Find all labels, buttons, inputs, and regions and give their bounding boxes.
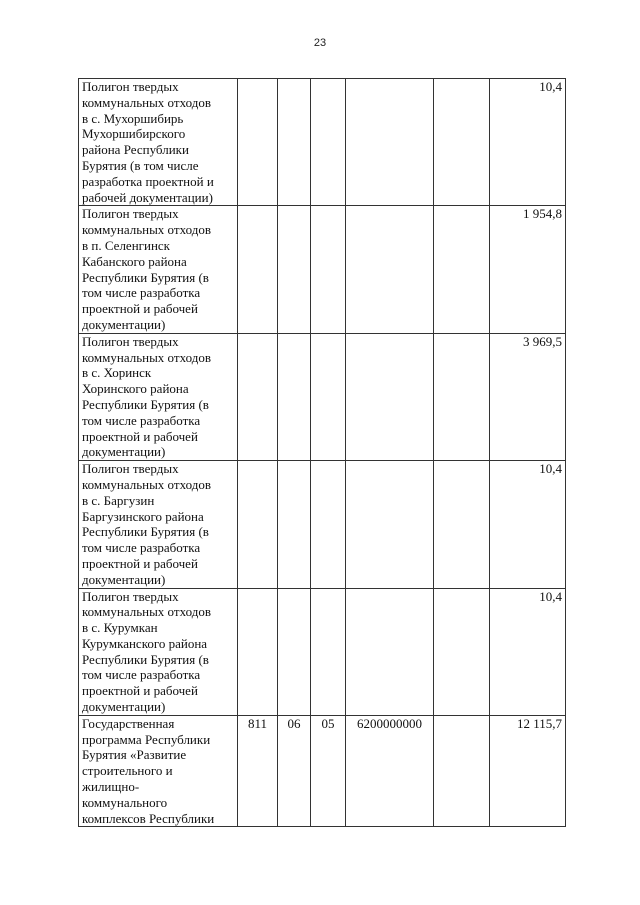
- item-name-line: рабочей документации): [82, 189, 213, 205]
- ministry-code-cell: 811: [238, 715, 278, 827]
- expense-type-cell: [434, 333, 490, 460]
- item-name-line: документации): [82, 571, 166, 587]
- amount-cell: 1 954,8: [490, 206, 566, 333]
- item-name-line: том числе разработка: [82, 667, 201, 683]
- item-name-line: коммунальных отходов: [82, 604, 211, 620]
- item-name-line: Полигон твердых: [82, 79, 179, 94]
- item-name-cell: [79, 206, 238, 333]
- table-row: [79, 461, 566, 588]
- table-row: [79, 588, 566, 715]
- target-article-cell: [346, 206, 434, 333]
- item-name-line: Республики Бурятия (в: [82, 269, 209, 285]
- budget-table-body: [79, 79, 566, 827]
- target-article-cell: [346, 588, 434, 715]
- item-name-line: коммунальных отходов: [82, 476, 211, 492]
- target-article-cell: [346, 461, 434, 588]
- amount-cell: 12 115,7: [490, 715, 566, 827]
- expense-type-cell: [434, 461, 490, 588]
- item-name-cell: [79, 333, 238, 460]
- ministry-code-cell: [238, 588, 278, 715]
- item-name-line: коммунальных отходов: [82, 349, 211, 365]
- target-article-cell: 6200000000: [346, 715, 434, 827]
- section-code-cell: [278, 333, 311, 460]
- ministry-code-cell: [238, 206, 278, 333]
- table-row: [79, 79, 566, 206]
- table-row: [79, 206, 566, 333]
- item-name-line: программа Республики: [82, 731, 211, 747]
- item-name-line: проектной и рабочей: [82, 683, 198, 699]
- item-name-line: Республики Бурятия (в: [82, 651, 209, 667]
- table-row: [79, 715, 566, 827]
- ministry-code-cell: [238, 333, 278, 460]
- budget-table: [78, 78, 566, 827]
- item-name-line: Хоринского района: [82, 381, 189, 397]
- item-name-line: Государственная: [82, 715, 175, 731]
- item-name-line: проектной и рабочей: [82, 555, 198, 571]
- item-name-line: Бурятия (в том числе: [82, 157, 199, 173]
- expense-type-cell: [434, 206, 490, 333]
- amount-cell: 10,4: [490, 79, 566, 206]
- item-name-line: Полигон твердых: [82, 333, 179, 349]
- ministry-code-cell: [238, 79, 278, 206]
- section-code-cell: [278, 206, 311, 333]
- target-article-cell: [346, 333, 434, 460]
- item-name-line: том числе разработка: [82, 285, 201, 301]
- ministry-code-cell: [238, 461, 278, 588]
- amount-cell: 3 969,5: [490, 333, 566, 460]
- item-name-line: Республики Бурятия (в: [82, 524, 209, 540]
- item-name-line: том числе разработка: [82, 412, 201, 428]
- item-name-line: Кабанского района: [82, 253, 187, 269]
- page-number: 23: [313, 37, 327, 49]
- subsection-code-cell: [311, 461, 346, 588]
- expense-type-cell: [434, 588, 490, 715]
- item-name-cell: [79, 588, 238, 715]
- expense-type-cell: [434, 79, 490, 206]
- item-name-cell: [79, 79, 238, 206]
- amount-cell: 10,4: [490, 461, 566, 588]
- item-name-line: проектной и рабочей: [82, 301, 198, 317]
- item-name-line: комплексов Республики: [82, 810, 215, 826]
- subsection-code-cell: 05: [311, 715, 346, 827]
- item-name-line: строительного и: [82, 763, 173, 779]
- item-name-line: разработка проектной и: [82, 173, 214, 189]
- item-name-line: в с. Хоринск: [82, 365, 152, 381]
- item-name-cell: [79, 461, 238, 588]
- item-name-line: том числе разработка: [82, 540, 201, 556]
- subsection-code-cell: [311, 79, 346, 206]
- item-name-line: Полигон твердых: [82, 206, 179, 222]
- subsection-code-cell: [311, 333, 346, 460]
- expense-type-cell: [434, 715, 490, 827]
- item-name-line: Мухоршибирского: [82, 126, 186, 142]
- section-code-cell: [278, 79, 311, 206]
- item-name-line: проектной и рабочей: [82, 428, 198, 444]
- item-name-line: Курумканского района: [82, 635, 208, 651]
- item-name-line: в с. Мухоршибирь: [82, 110, 184, 126]
- section-code-cell: 06: [278, 715, 311, 827]
- item-name-line: в п. Селенгинск: [82, 237, 170, 253]
- item-name-line: документации): [82, 316, 166, 332]
- item-name-line: в с. Курумкан: [82, 620, 158, 636]
- item-name-line: документации): [82, 444, 166, 460]
- amount-cell: 10,4: [490, 588, 566, 715]
- item-name-line: документации): [82, 699, 166, 715]
- item-name-line: коммунальных отходов: [82, 94, 211, 110]
- item-name-line: Республики Бурятия (в: [82, 396, 209, 412]
- item-name-line: Бурятия «Развитие: [82, 747, 187, 763]
- section-code-cell: [278, 588, 311, 715]
- section-code-cell: [278, 461, 311, 588]
- item-name-line: в с. Баргузин: [82, 492, 155, 508]
- item-name-cell: [79, 715, 238, 827]
- item-name-line: района Республики: [82, 142, 189, 158]
- item-name-line: жилищно-: [82, 779, 140, 795]
- subsection-code-cell: [311, 588, 346, 715]
- table-row: [79, 333, 566, 460]
- item-name-line: Баргузинского района: [82, 508, 204, 524]
- subsection-code-cell: [311, 206, 346, 333]
- target-article-cell: [346, 79, 434, 206]
- item-name-line: Полигон твердых: [82, 461, 179, 477]
- item-name-line: коммунального: [82, 794, 168, 810]
- item-name-line: Полигон твердых: [82, 588, 179, 604]
- item-name-line: коммунальных отходов: [82, 222, 211, 238]
